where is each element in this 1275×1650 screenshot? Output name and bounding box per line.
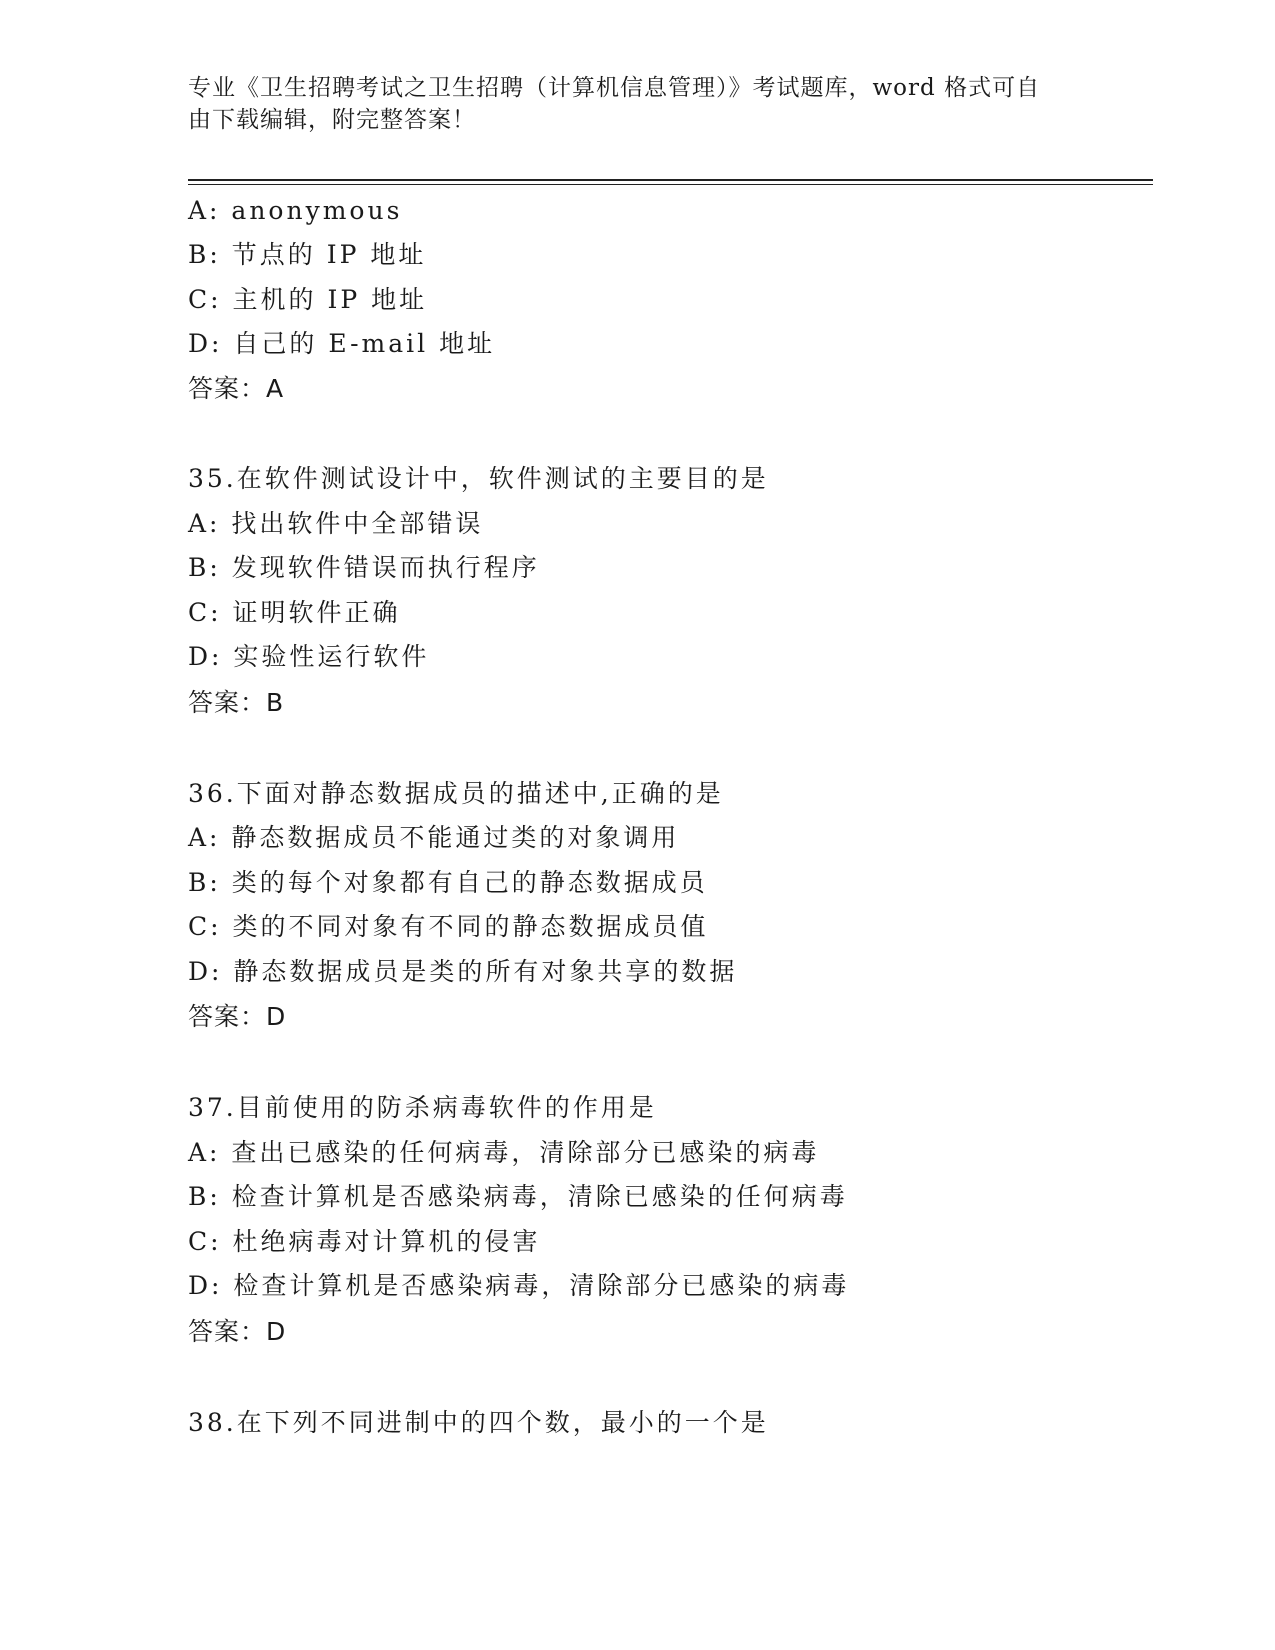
q36-answer: 答案：D	[188, 1002, 287, 1031]
q34-option-d: D: 自己的 E-mail 地址	[188, 329, 496, 358]
q34-option-c: C: 主机的 IP 地址	[188, 285, 428, 314]
q37-option-a: A: 查出已感染的任何病毒，清除部分已感染的病毒	[188, 1138, 820, 1167]
header-divider-thin	[188, 184, 1153, 185]
q37-option-b: B: 检查计算机是否感染病毒，清除已感染的任何病毒	[188, 1182, 848, 1211]
q35-answer: 答案：B	[188, 688, 285, 717]
q36-option-a: A: 静态数据成员不能通过类的对象调用	[188, 823, 680, 852]
q37-option-d: D: 检查计算机是否感染病毒，清除部分已感染的病毒	[188, 1271, 850, 1300]
q35-question: 35.在软件测试设计中，软件测试的主要目的是	[188, 464, 769, 493]
q35-option-d: D: 实验性运行软件	[188, 642, 430, 671]
q34-answer: 答案：A	[188, 374, 285, 403]
q35-option-b: B: 发现软件错误而执行程序	[188, 553, 540, 582]
q37-answer: 答案：D	[188, 1317, 287, 1346]
q36-option-d: D: 静态数据成员是类的所有对象共享的数据	[188, 957, 738, 986]
header-divider-thick	[188, 179, 1153, 181]
q34-option-b: B: 节点的 IP 地址	[188, 240, 427, 269]
q37-option-c: C: 杜绝病毒对计算机的侵害	[188, 1227, 541, 1256]
q38-question: 38.在下列不同进制中的四个数，最小的一个是	[188, 1408, 769, 1437]
q37-question: 37.目前使用的防杀病毒软件的作用是	[188, 1093, 657, 1122]
q35-option-c: C: 证明软件正确	[188, 598, 401, 627]
q36-option-b: B: 类的每个对象都有自己的静态数据成员	[188, 868, 708, 897]
document-header	[188, 72, 1068, 136]
q35-option-a: A: 找出软件中全部错误	[188, 509, 484, 538]
header-line-1: 专业《卫生招聘考试之卫生招聘（计算机信息管理）》考试题库，word 格式可自	[188, 75, 1041, 101]
q36-question: 36.下面对静态数据成员的描述中,正确的是	[188, 779, 724, 808]
header-line-2: 由下载编辑，附完整答案！	[188, 107, 476, 133]
q36-option-c: C: 类的不同对象有不同的静态数据成员值	[188, 912, 709, 941]
q34-option-a: A: anonymous	[188, 196, 403, 225]
